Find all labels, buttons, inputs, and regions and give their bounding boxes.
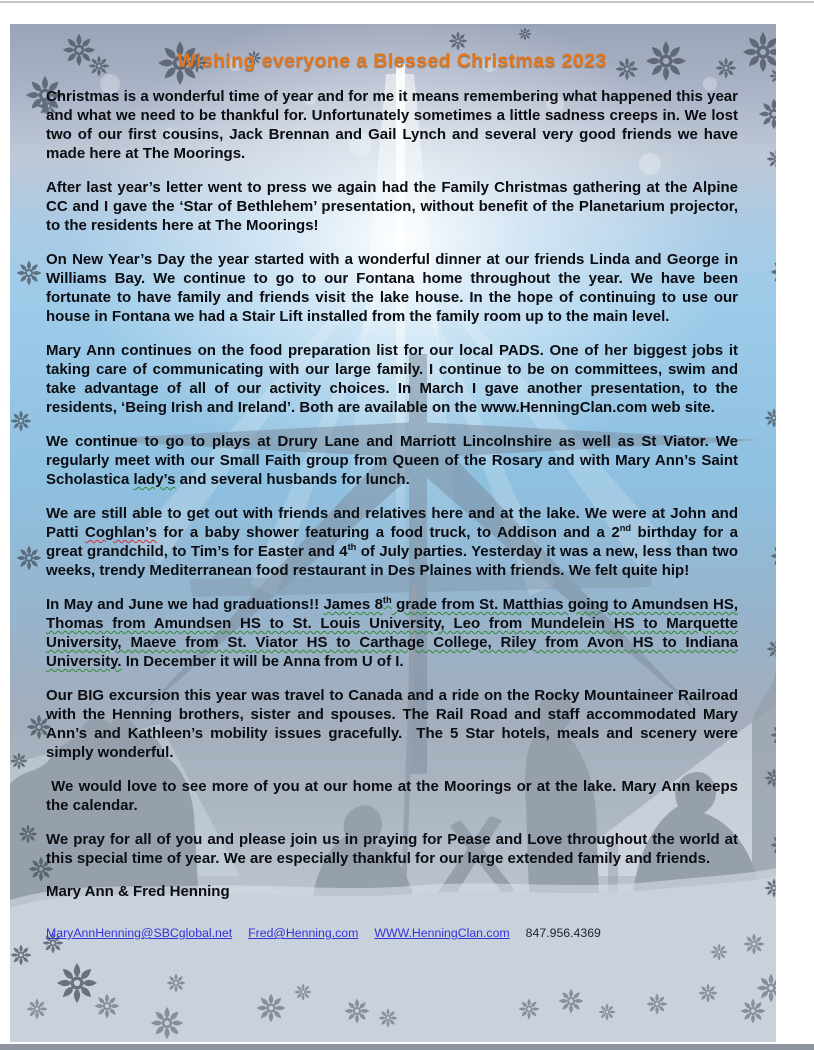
paragraph (46, 686, 738, 762)
paragraph-text: Mary Ann continues on the food preparation list for our local PADS. One of her biggest jobs it taking care of communicating with our large family. I continue to be on committees, swim and take advantage of all of our activity choices. In March I gave another presentation, to the residents, ‘Being Irish and Ireland’. Both are available on the www.HenningClan.com web site. (46, 342, 738, 416)
contact-link[interactable]: MaryAnnHenning@SBCglobal.net (46, 926, 233, 940)
squiggle-text: lady’s (133, 471, 176, 488)
paragraph-text: Our BIG excursion this year was travel to Canada and a ride on the Rocky Mountaineer Railroad with the Henning brothers, sister and spouses. The Rail Road and staff accommodated Mary Ann’s and Kathleen’s mobility issues gracefully. The 5 Star hotels, meals and scenery were simply wonderful. (46, 687, 738, 761)
signature: Mary Ann & Fred Henning (46, 883, 230, 900)
letter-body (46, 87, 738, 868)
squiggle-text: th (382, 595, 392, 605)
paragraph-text: We would love to see more of you at our home at the Moorings or at the lake. Mary Ann keeps the calendar. (46, 778, 738, 814)
paragraph (46, 777, 738, 815)
paragraph (46, 250, 738, 326)
paragraph (46, 595, 738, 671)
paragraph-text: birthday for a great grandchild, to Tim’s for Easter and 4 (46, 524, 739, 560)
squiggle-text: Coghlan’s (84, 524, 157, 541)
paragraph-text: th (347, 542, 357, 552)
paragraph (46, 504, 738, 580)
paragraph-text: Christmas is a wonderful time of year and for me it means remembering what happened this year and what we need to be thankful for. Unfortunately sometimes a little sadness creeps in. We lost two of our first cousins, Jack Brennan and Gail Lynch and several very good friends we have made here at The Moorings. (46, 88, 738, 162)
paragraph-text: We are still able to get out with friends and relatives here and at the lake. We were at John and Patti (46, 505, 738, 541)
window-bottom-edge (0, 1044, 814, 1050)
letter-title: Wishing everyone a Blessed Christmas 2023 (177, 50, 607, 72)
paragraph-text: We pray for all of you and please join us in praying for Pease and Love throughout the world at this special time of year. We are especially thankful for our large extended family and friends. (46, 831, 738, 867)
contact-link[interactable]: WWW.HenningClan.com (374, 926, 510, 940)
paragraph-text: We continue to go to plays at Drury Lane and Marriott Lincolnshire as well as St Viator. We regularly meet with our Small Faith group from Queen of the Rosary and with Mary Ann’s Saint Scholastica (46, 433, 738, 488)
paragraph-text: nd (619, 523, 632, 533)
paragraph-text: In May and June we had graduations!! (46, 596, 324, 613)
paragraph (46, 341, 738, 417)
paragraph-text: for a baby shower featuring a food truck, to Addison and a 2 (156, 524, 620, 541)
paragraph (46, 432, 738, 489)
paragraph (46, 178, 738, 235)
squiggle-text: grade from St. Matthias going to Amundsen HS, Thomas from Amundsen HS to St. Louis University, Leo from Mundelein HS to Marquette University, Maeve from St. Viator HS to Carthage College, Riley from Avon HS to Indiana University. (46, 596, 738, 670)
contact-link[interactable]: Fred@Henning.com (248, 926, 359, 940)
paragraph-text: of July parties. Yesterday it was a new, less than two weeks, trendy Mediterranean food restaurant in Des Plaines with friends. We felt quite hip! (46, 543, 738, 579)
paragraph (46, 830, 738, 868)
paragraph-text: On New Year’s Day the year started with a wonderful dinner at our friends Linda and George in Williams Bay. We continue to go to our Fontana home throughout the year. We have been fortunate to have family and friends visit the lake house. In the hope of continuing to use our house in Fontana we had a Stair Lift installed from the family room up to the main level. (46, 251, 738, 325)
paragraph-text: and several husbands for lunch. (175, 471, 410, 488)
paragraph-text: After last year’s letter went to press we again had the Family Christmas gathering at the Alpine CC and I gave the ‘Star of Bethlehem’ presentation, without benefit of the Planetarium projector, to the residents here at The Moorings! (46, 179, 738, 234)
window-top-edge (0, 1, 814, 3)
paragraph-text: In December it will be Anna from U of I. (121, 653, 404, 670)
contact-footer (46, 926, 738, 940)
letter-page (10, 24, 776, 1042)
letter-content (10, 24, 776, 1042)
squiggle-text: James 8 (323, 596, 383, 613)
paragraph (46, 87, 738, 163)
phone-number: 847.956.4369 (525, 926, 601, 940)
